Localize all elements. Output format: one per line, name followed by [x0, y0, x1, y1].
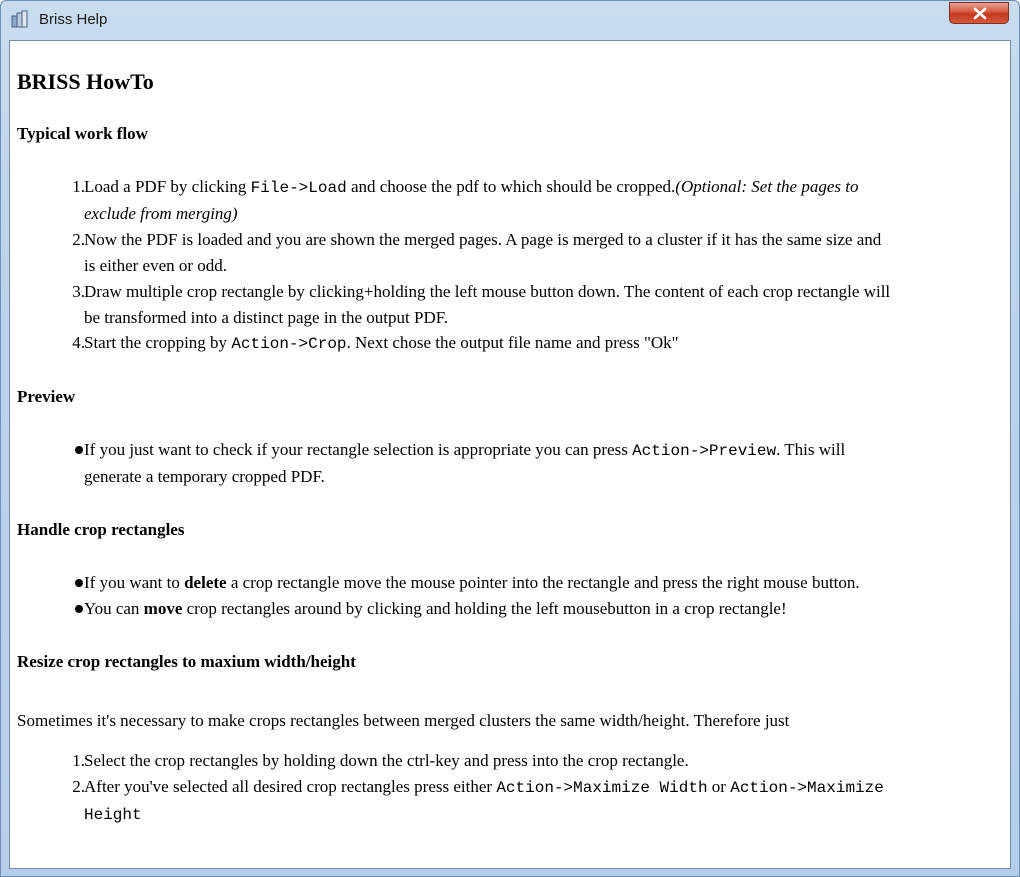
list-item-merged	[84, 227, 1002, 279]
bullet-icon	[75, 605, 83, 613]
list-item-preview	[84, 437, 1002, 490]
item-text: generate a temporary cropped PDF.	[84, 467, 325, 486]
item-text: Select the crop rectangles by holding down the ctrl-key and press into the crop rectangle.	[84, 751, 689, 770]
list-number: 3.	[72, 282, 85, 301]
inline-code: Action->Maximize	[730, 779, 884, 797]
item-text: a crop rectangle move the mouse pointer into the rectangle and press the right mouse button.	[226, 573, 860, 592]
list-item-draw	[84, 279, 1002, 331]
list-item-crop	[84, 330, 1002, 357]
help-content-pane[interactable]	[9, 40, 1011, 869]
bullet-icon	[75, 446, 83, 454]
item-text: . This will	[776, 440, 846, 459]
doc-title: BRISS HowTo	[17, 69, 154, 94]
item-text: If you just want to check if your rectangle selection is appropriate you can press	[84, 440, 633, 459]
inline-code: File->Load	[250, 179, 347, 197]
section-heading-preview: Preview	[17, 387, 76, 406]
inline-code: Action->Preview	[632, 442, 777, 460]
item-text: Start the cropping by	[84, 333, 232, 352]
list-item-select	[84, 748, 1002, 774]
item-text: or	[707, 777, 731, 796]
item-text: crop rectangles around by clicking and holding the left mousebutton in a crop rectangle!	[182, 599, 787, 618]
item-text: be transformed into a distinct page in the output PDF.	[84, 308, 449, 327]
item-text: . Next chose the output file name and press "Ok"	[346, 333, 679, 352]
item-text: Draw multiple crop rectangle by clicking+holding the left mouse button down. The content of each crop rectangle will	[84, 282, 891, 301]
item-text: is either even or odd.	[84, 256, 228, 275]
section-heading-handle: Handle crop rectangles	[17, 520, 185, 539]
inline-code: Action->Crop	[231, 335, 347, 353]
list-number: 4.	[72, 333, 85, 352]
list-number: 1.	[72, 177, 85, 196]
list-number: 1.	[72, 751, 85, 770]
bullet-icon	[75, 579, 83, 587]
window-title: Briss Help	[39, 11, 108, 28]
inline-code: Height	[84, 806, 142, 824]
list-number: 2.	[72, 230, 85, 249]
item-text: and choose the pdf to which should be cropped.	[346, 177, 676, 196]
emphasis: move	[143, 599, 183, 618]
resize-intro: Sometimes it's necessary to make crops rectangles between merged clusters the same width/height. Therefore just	[17, 711, 790, 730]
item-text: Now the PDF is loaded and you are shown the merged pages. A page is merged to a cluster if it has the same size and	[84, 230, 882, 249]
app-icon	[11, 10, 29, 28]
item-text: Load a PDF by clicking	[84, 177, 251, 196]
list-item-move	[84, 596, 1002, 622]
close-button[interactable]	[949, 2, 1009, 24]
section-heading-workflow: Typical work flow	[17, 124, 148, 143]
close-icon	[972, 7, 988, 20]
inline-code: Action->Maximize Width	[496, 779, 708, 797]
list-item-maximize	[84, 774, 1002, 828]
optional-note: exclude from merging)	[84, 204, 238, 223]
list-number: 2.	[72, 777, 85, 796]
list-item-delete	[84, 570, 1002, 596]
optional-note: (Optional: Set the pages to	[675, 177, 859, 196]
list-item-load	[84, 174, 1002, 227]
title-bar[interactable]	[1, 1, 1019, 39]
item-text: If you want to	[84, 573, 185, 592]
section-heading-resize: Resize crop rectangles to maxium width/height	[17, 652, 356, 671]
item-text: You can	[84, 599, 144, 618]
item-text: After you've selected all desired crop rectangles press either	[84, 777, 497, 796]
emphasis: delete	[184, 573, 227, 592]
